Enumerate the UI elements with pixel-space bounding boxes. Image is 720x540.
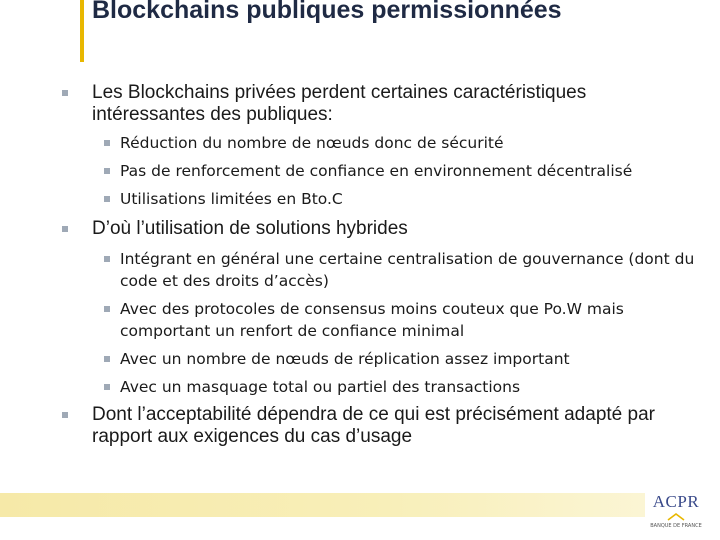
bullet-level2 — [60, 248, 700, 292]
bullet-text: Dont l’acceptabilité dépendra de ce qui est précisément adapté par rapport aux exigences du cas d’usage — [92, 404, 655, 447]
square-bullet-icon — [104, 306, 110, 312]
logo-name: ACPR — [652, 492, 700, 511]
bullet-text: D’où l’utilisation de solutions hybrides — [92, 218, 408, 239]
bullet-level2 — [60, 376, 700, 398]
logo-emblem-icon — [666, 512, 686, 522]
bullet-text: Intégrant en général une certaine centralisation de gouvernance (dont du code et des droits d’accès) — [120, 250, 695, 290]
square-bullet-icon — [62, 90, 68, 96]
square-bullet-icon — [62, 226, 68, 232]
bullet-text: Les Blockchains privées perdent certaines caractéristiques intéressantes des publiques: — [92, 82, 587, 125]
bullet-level2 — [60, 298, 700, 342]
acpr-logo — [648, 490, 704, 536]
square-bullet-icon — [104, 356, 110, 362]
square-bullet-icon — [104, 384, 110, 390]
bullet-text: Utilisations limitées en Bto.C — [120, 190, 343, 208]
title-accent-bar — [80, 0, 84, 62]
bullet-level2 — [60, 132, 700, 154]
bullet-level1 — [60, 404, 700, 448]
square-bullet-icon — [104, 168, 110, 174]
bullet-level2 — [60, 348, 700, 370]
slide-content — [60, 82, 700, 448]
bullet-text: Avec un masquage total ou partiel des transactions — [120, 378, 521, 396]
square-bullet-icon — [104, 196, 110, 202]
bullet-text: Pas de renforcement de confiance en environnement décentralisé — [120, 162, 633, 180]
bullet-level2 — [60, 188, 700, 210]
slide-title: Blockchains publiques permissionnées — [92, 0, 562, 24]
bullet-level1 — [60, 82, 700, 126]
bullet-level1 — [60, 218, 700, 240]
bullet-text: Réduction du nombre de nœuds donc de sécurité — [120, 134, 504, 152]
footer-band — [0, 493, 645, 517]
logo-subtitle: BANQUE DE FRANCE — [650, 523, 702, 529]
bullet-level2 — [60, 160, 700, 182]
square-bullet-icon — [104, 140, 110, 146]
square-bullet-icon — [104, 256, 110, 262]
bullet-text: Avec un nombre de nœuds de réplication assez important — [120, 350, 570, 368]
bullet-text: Avec des protocoles de consensus moins couteux que Po.W mais comportant un renfort de confiance minimal — [120, 300, 624, 340]
square-bullet-icon — [62, 412, 68, 418]
